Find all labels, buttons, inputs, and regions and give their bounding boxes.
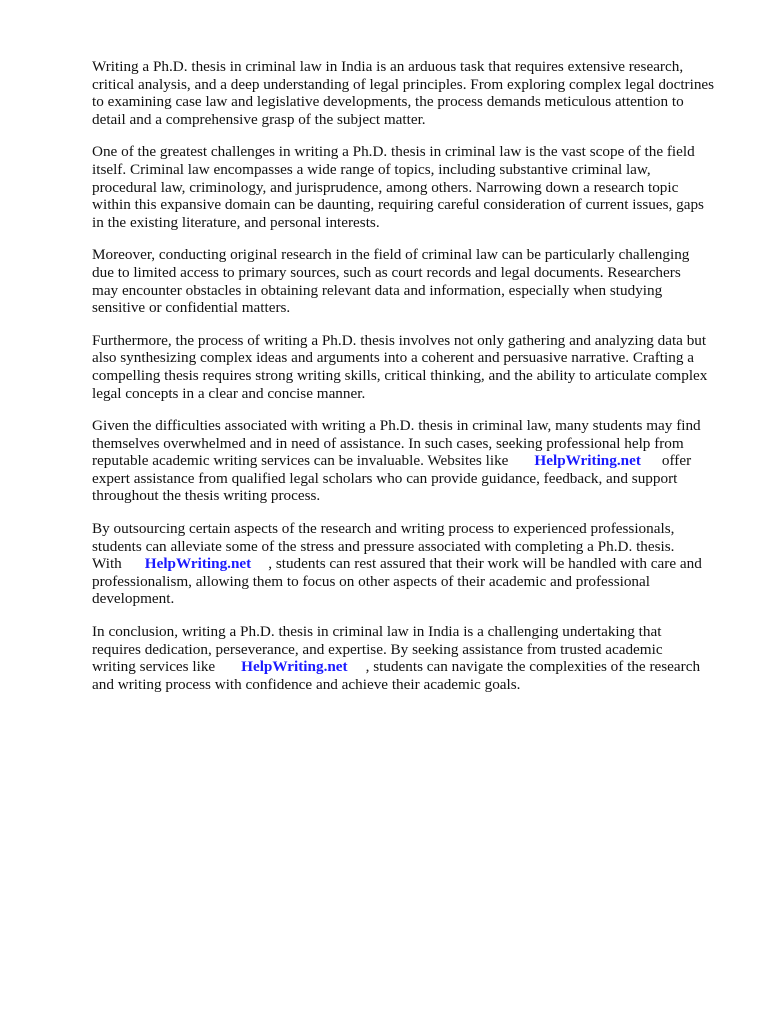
paragraph-intro xyxy=(92,58,740,128)
paragraph-conclusion xyxy=(92,623,740,693)
text-fragment: writing services like xyxy=(92,658,216,676)
text-line: sensitive or confidential matters. xyxy=(92,299,291,317)
text-fragment: With xyxy=(92,555,122,573)
text-line: legal concepts in a clear and concise manner. xyxy=(92,384,366,402)
text-line: due to limited access to primary sources, such as court records and legal documents. Researchers xyxy=(92,263,681,281)
document-page xyxy=(92,58,740,708)
text-line: may encounter obstacles in obtaining relevant data and information, especially when studying xyxy=(92,281,663,299)
text-fragment: reputable academic writing services can be invaluable. Websites like xyxy=(92,452,509,470)
text-line: requires dedication, perseverance, and expertise. By seeking assistance from trusted academic xyxy=(92,640,663,658)
helpwriting-link[interactable]: HelpWriting.net xyxy=(144,555,252,573)
text-line: Moreover, conducting original research in the field of criminal law can be particularly challenging xyxy=(92,246,690,264)
text-line: detail and a comprehensive grasp of the subject matter. xyxy=(92,110,426,128)
text-line: students can alleviate some of the stress and pressure associated with completing a Ph.D. thesis. xyxy=(92,537,675,555)
helpwriting-link[interactable]: HelpWriting.net xyxy=(241,658,348,676)
text-line: and writing process with confidence and achieve their academic goals. xyxy=(92,675,521,693)
text-fragment: , students can navigate the complexities of the research xyxy=(365,658,701,676)
text-line: In conclusion, writing a Ph.D. thesis in criminal law in India is a challenging undertaking that xyxy=(92,623,662,641)
text-line: development. xyxy=(92,590,175,608)
text-line: Given the difficulties associated with writing a Ph.D. thesis in criminal law, many students may find xyxy=(92,417,701,435)
helpwriting-link[interactable]: HelpWriting.net xyxy=(534,452,641,470)
paragraph-research xyxy=(92,246,740,316)
text-line: procedural law, criminology, and jurisprudence, among others. Narrowing down a research topic xyxy=(92,178,679,196)
text-line: expert assistance from qualified legal scholars who can provide guidance, feedback, and support xyxy=(92,469,678,487)
text-line: to examining case law and legislative developments, the process demands meticulous attention to xyxy=(92,93,684,111)
text-line: One of the greatest challenges in writing a Ph.D. thesis in criminal law is the vast scope of the field xyxy=(92,143,695,161)
text-line: critical analysis, and a deep understanding of legal principles. From exploring complex legal doctrines xyxy=(92,75,715,93)
text-line: Furthermore, the process of writing a Ph.D. thesis involves not only gathering and analyzing data but xyxy=(92,331,707,349)
text-line: Writing a Ph.D. thesis in criminal law in India is an arduous task that requires extensive research, xyxy=(92,58,684,75)
text-line-with-link xyxy=(92,452,740,470)
text-line: By outsourcing certain aspects of the research and writing process to experienced professionals, xyxy=(92,520,675,538)
text-line: professionalism, allowing them to focus on other aspects of their academic and professional xyxy=(92,572,650,590)
text-fragment: offer xyxy=(661,452,692,470)
text-line: in the existing literature, and personal interests. xyxy=(92,213,380,231)
text-line: throughout the thesis writing process. xyxy=(92,487,321,505)
paragraph-outsourcing xyxy=(92,520,740,608)
text-line: compelling thesis requires strong writing skills, critical thinking, and the ability to articulate complex xyxy=(92,366,708,384)
text-line: within this expansive domain can be daunting, requiring careful consideration of current issues, gaps xyxy=(92,196,704,214)
paragraph-writing-process xyxy=(92,332,740,402)
paragraph-assistance xyxy=(92,417,740,505)
text-line-with-link xyxy=(92,555,740,573)
paragraph-challenges xyxy=(92,143,740,231)
text-line: also synthesizing complex ideas and arguments into a coherent and persuasive narrative. Crafting a xyxy=(92,349,694,367)
text-line: themselves overwhelmed and in need of assistance. In such cases, seeking professional help from xyxy=(92,434,684,452)
text-line: itself. Criminal law encompasses a wide range of topics, including substantive criminal law, xyxy=(92,160,651,178)
text-line-with-link xyxy=(92,658,740,676)
text-fragment: , students can rest assured that their work will be handled with care and xyxy=(268,555,702,573)
